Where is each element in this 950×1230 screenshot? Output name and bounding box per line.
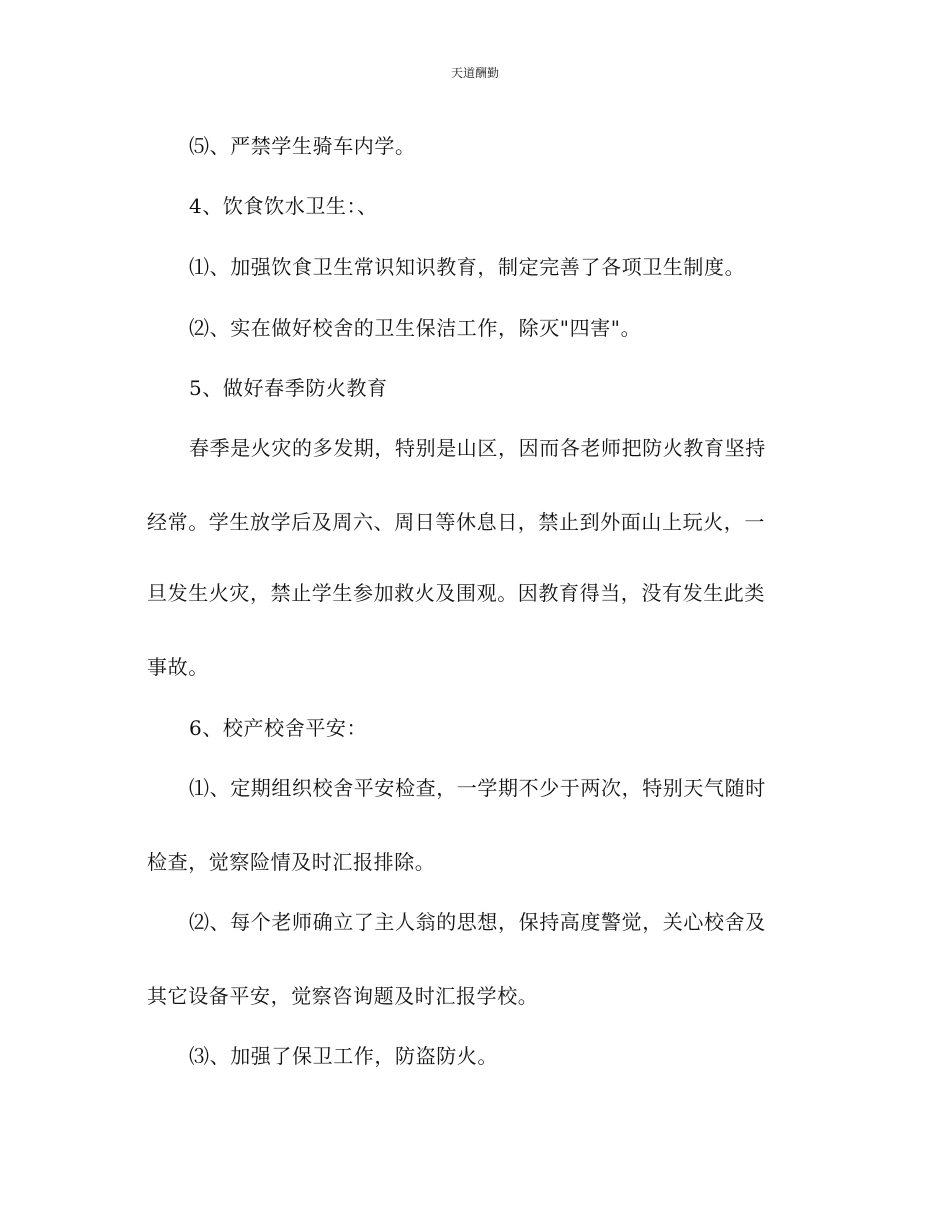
text-line-13: ⑵、每个老师确立了主人翁的思想，保持高度警觉，关心校舍及: [189, 910, 766, 934]
text-line-15: ⑶、加强了保卫工作，防盗防火。: [189, 1044, 498, 1068]
text-line-9: 事故。: [147, 655, 209, 679]
text-line-11: ⑴、定期组织校舍平安检查，一学期不少于两次，特别天气随时: [189, 776, 766, 800]
text-line-1: ⑸、严禁学生骑车内学。: [189, 134, 416, 158]
text-line-8: 旦发生火灾，禁止学生参加救火及围观。因教育得当，没有发生此类: [147, 581, 765, 605]
text-line-5: 5、做好春季防火教育: [189, 376, 388, 400]
page-header: 天道酬勤: [450, 66, 499, 80]
text-line-7: 经常。学生放学后及周六、周日等休息日，禁止到外面山上玩火，一: [147, 510, 765, 534]
text-line-10: 6、校产校舍平安：: [189, 716, 368, 740]
text-line-14: 其它设备平安，觉察咨询题及时汇报学校。: [147, 984, 539, 1008]
text-line-12: 检查，觉察险情及时汇报排除。: [147, 850, 436, 874]
text-line-6: 春季是火灾的多发期，特别是山区，因而各老师把防火教育坚持: [189, 436, 766, 460]
text-line-4: ⑵、实在做好校舍的卫生保洁工作，除灭"四害"。: [189, 316, 642, 340]
text-line-3: ⑴、加强饮食卫生常识知识教育，制定完善了各项卫生制度。: [189, 255, 746, 279]
text-line-2: 4、饮食饮水卫生：、: [189, 194, 378, 218]
